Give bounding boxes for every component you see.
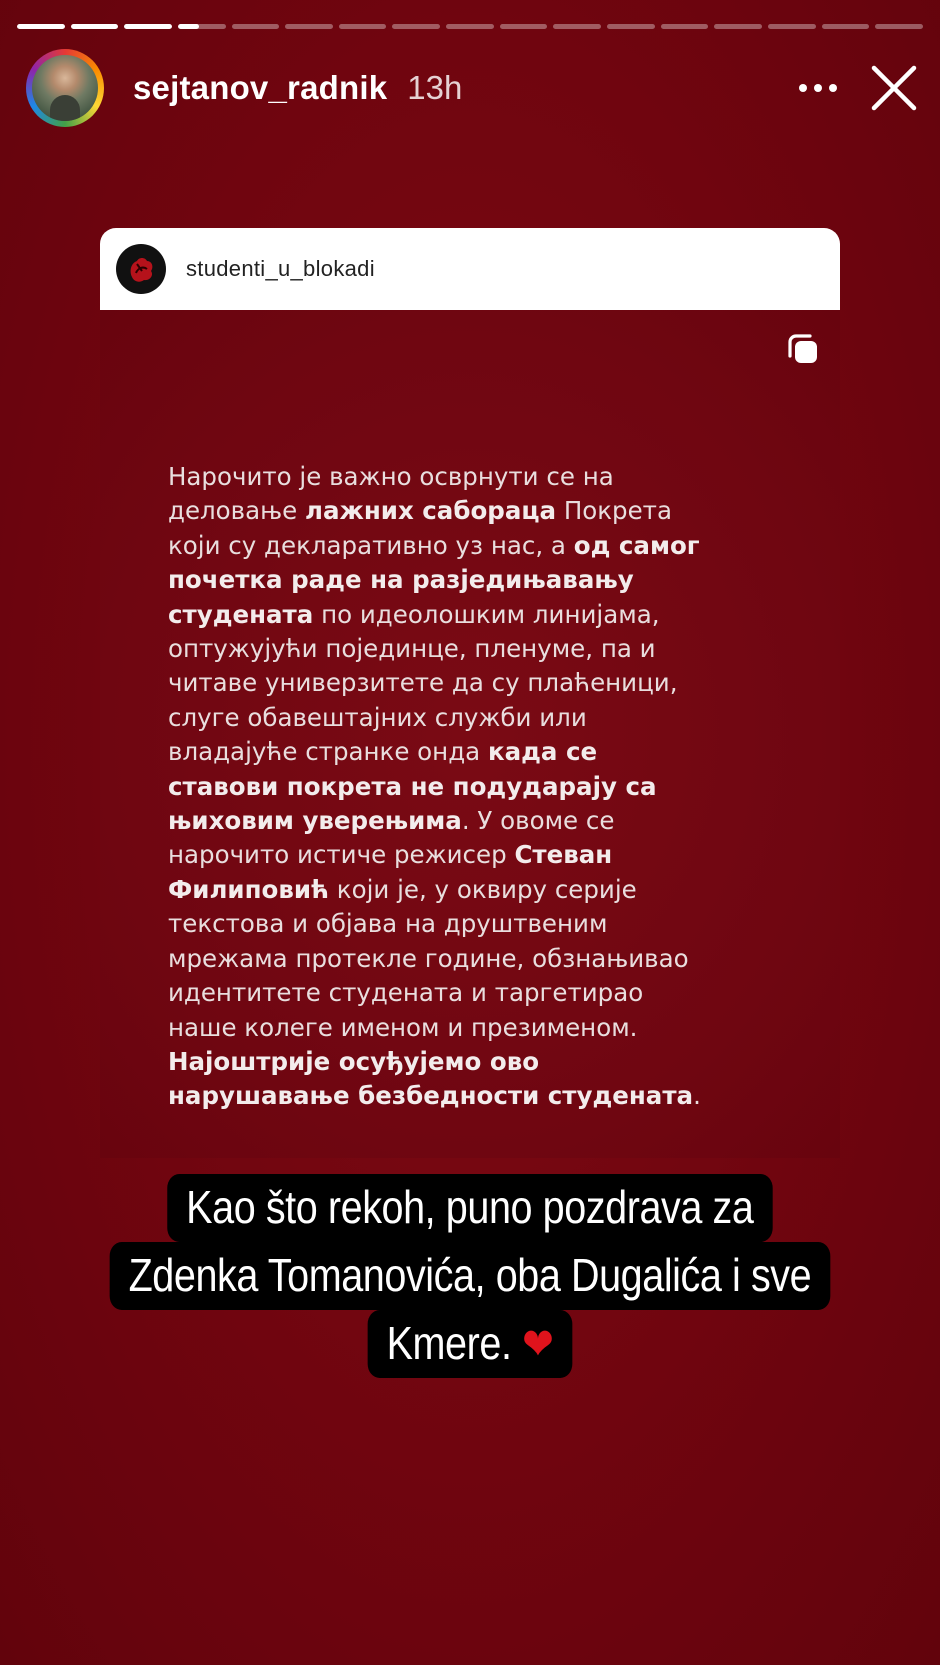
post-text-line [168, 838, 808, 872]
shared-post-body[interactable] [100, 310, 840, 1158]
shared-post-text [168, 460, 808, 1114]
post-text-line [168, 632, 808, 666]
post-text-line [168, 563, 808, 597]
post-text-run: наше колеге именом и презименом. [168, 1012, 638, 1042]
shared-post-avatar[interactable] [116, 244, 166, 294]
post-text-run: по идеолошким линијама, [313, 599, 660, 629]
post-text-line [168, 701, 808, 735]
progress-segment [446, 24, 494, 29]
post-text-bold: од самог [573, 530, 700, 560]
post-text-run: који су декларативно уз нас, а [168, 530, 574, 560]
post-text-bold: нарушавање безбедности студената [168, 1081, 694, 1111]
post-text-bold: Стеван [514, 840, 613, 870]
progress-segment [768, 24, 816, 29]
progress-segment-fill [17, 24, 65, 29]
hand-logo-icon [121, 249, 161, 289]
progress-segment [392, 24, 440, 29]
progress-segment [285, 24, 333, 29]
post-text-bold: ставови покрета не подударају са [168, 771, 657, 801]
progress-segment [232, 24, 280, 29]
post-text-bold: Најоштрије осуђујемо ово [168, 1046, 540, 1076]
story-header [26, 48, 920, 128]
progress-segment-fill [71, 24, 119, 29]
shared-post-header[interactable] [100, 228, 840, 310]
post-text-bold: почетка раде на разједињавању [168, 565, 634, 595]
post-text-line [168, 529, 808, 563]
progress-segment [339, 24, 387, 29]
post-text-line [168, 976, 808, 1010]
caption-row [0, 1310, 940, 1378]
more-horizontal-icon[interactable] [796, 66, 840, 110]
progress-segment [607, 24, 655, 29]
post-text-line [168, 873, 808, 907]
post-text-line [168, 942, 808, 976]
post-text-line [168, 598, 808, 632]
progress-segment [553, 24, 601, 29]
post-text-line [168, 1079, 808, 1113]
post-text-run: оптужујући појединце, пленуме, па и [168, 634, 656, 664]
progress-segment [714, 24, 762, 29]
progress-segment-fill [124, 24, 172, 29]
post-text-run: нарочито истиче режисер [168, 840, 515, 870]
post-text-line [168, 1045, 808, 1079]
caption-line: Zdenka Tomanovića, oba Dugalića i sve [110, 1242, 830, 1310]
caption-row [0, 1242, 940, 1310]
progress-segment [500, 24, 548, 29]
caption-line: Kmere. ❤ [368, 1310, 573, 1378]
post-text-bold: студената [168, 599, 314, 629]
post-text-bold: лажних сабораца [305, 496, 557, 526]
post-text-run: слуге обавештајних служби или [168, 702, 587, 732]
shared-post-card[interactable] [100, 228, 840, 1158]
post-text-run: Покрета [556, 496, 672, 526]
post-text-run: . [693, 1081, 701, 1111]
post-text-bold: када се [487, 737, 598, 767]
avatar-ring[interactable] [26, 49, 104, 127]
heart-icon: ❤ [522, 1320, 554, 1369]
post-text-run: . У овоме се [461, 806, 615, 836]
post-text-line [168, 735, 808, 769]
post-text-line [168, 666, 808, 700]
avatar[interactable] [32, 55, 98, 121]
post-text-run: текстова и објава на друштвеним [168, 909, 608, 939]
progress-segment [124, 24, 172, 29]
post-text-run: деловање [168, 496, 305, 526]
progress-segment [875, 24, 923, 29]
close-icon[interactable] [868, 62, 920, 114]
progress-segment [822, 24, 870, 29]
post-text-run: мрежама протекле године, обзнањивао [168, 943, 689, 973]
progress-segment [17, 24, 65, 29]
story-time: 13h [407, 69, 463, 106]
post-text-line [168, 1011, 808, 1045]
post-text-run: Нарочито је важно осврнути се на [168, 462, 614, 491]
story-progress-bar [17, 24, 923, 29]
post-text-line [168, 770, 808, 804]
progress-segment [178, 24, 226, 29]
post-text-run: идентитете студената и таргетирао [168, 978, 644, 1008]
caption-row [0, 1174, 940, 1242]
post-text-run: читаве универзитете да су плаћеници, [168, 668, 678, 698]
post-text-bold: њиховим уверењима [168, 806, 462, 836]
story-caption [0, 1174, 940, 1378]
progress-segment [71, 24, 119, 29]
carousel-icon [786, 332, 820, 366]
post-text-run: владајуће странке онда [168, 737, 488, 767]
post-text-bold: Филиповић [168, 874, 329, 904]
caption-line: Kao što rekoh, puno pozdrava za [167, 1174, 772, 1242]
story-username[interactable]: sejtanov_radnik [133, 69, 388, 106]
post-text-line [168, 907, 808, 941]
shared-post-username[interactable]: studenti_u_blokadi [186, 256, 375, 281]
post-text-line [168, 460, 808, 494]
post-text-line [168, 494, 808, 528]
post-text-run: који је, у оквиру серије [329, 874, 637, 904]
progress-segment-fill [178, 24, 199, 29]
progress-segment [661, 24, 709, 29]
post-text-line [168, 804, 808, 838]
